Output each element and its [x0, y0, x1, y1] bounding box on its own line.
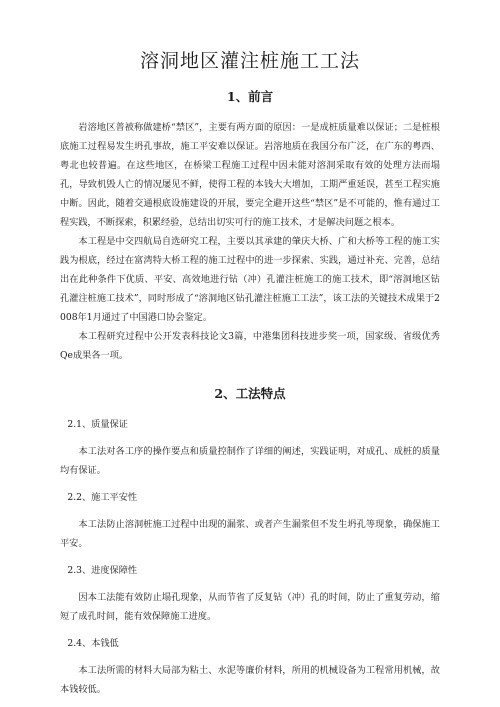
section-heading-method-features: 2、工法特点 [214, 386, 286, 401]
section-heading-preface: 1、前言 [226, 89, 274, 104]
subsection-heading-safety: 2.2、施工平安性 [67, 492, 138, 503]
document-title: 溶洞地区灌注桩施工工法 [139, 50, 360, 72]
section-preface [60, 88, 440, 365]
subsection-text-cost: 本工法所需的材料大局部为粘土、水泥等廉价材料，所用的机械设备为工程常用机械，故本钱较低。 [60, 665, 440, 695]
subsection-text-quality: 本工法对各工序的操作要点和质量控制作了详细的阐述，实践证明，对成孔、成桩的质量均有保证。 [60, 446, 440, 476]
subsection-heading-quality: 2.1、质量保证 [67, 419, 128, 430]
subsection-heading-schedule: 2.3、进度保障性 [67, 565, 138, 576]
subsection-text-schedule: 因本工法能有效防止塌孔现象，从而节省了反复钻（冲）孔的时间，防止了重复劳动，缩短了成孔时间，能有效保障施工进度。 [60, 592, 440, 622]
subsection-text-safety: 本工法防止溶洞桩施工过程中出现的漏浆、或者产生漏浆但不发生坍孔等现象，确保施工平安。 [60, 519, 440, 549]
preface-paragraph-2: 本工程是中交四航局自选研究工程，主要以其承建的肇庆大桥、广和大桥等工程的施工实践为根底，经过在富湾特大桥工程的施工过程中的进一步探索、实践，通过补充、完善，总结出在此种条件下优质、平安、高效地进行钻（冲）孔灌注桩施工的施工技术，即“溶洞地区钻孔灌注桩施工技术”，同时形成了“溶洞地区钻孔灌注桩施工工法”，该工法的关键技术成果于2008年1月通过了中国港口协会鉴定。 [60, 236, 440, 323]
preface-paragraph-3: 本工程研究过程中公开发表科技论文3篇，中港集团科技进步奖一项，国家级、省级优秀Qe成果各一项。 [60, 331, 440, 361]
subsection-heading-cost: 2.4、本钱低 [67, 638, 119, 649]
preface-paragraph-1: 岩溶地区普被称做建桥“禁区”，主要有两方面的原因：一是成桩质量难以保证；二是桩根底施工过程易发生坍孔事故，施工平安难以保证。岩溶地质在我国分布广泛，在广东的粤西、粤北也较普遍。在这些地区，在桥梁工程施工过程中因未能对溶洞采取有效的处理方法而塌孔，导致机毁人亡的情况屡见不鲜，使得工程的本钱大大增加，工期严重延误，甚至工程实施中断。因此，随着交通根底设施建设的开展，要完全避开这些“禁区”是不可能的，惟有通过工程实践，不断探索，积累经验，总结出切实可行的施工技术，才是解决问题之根本。 [60, 122, 440, 228]
section-method-features [60, 385, 440, 699]
